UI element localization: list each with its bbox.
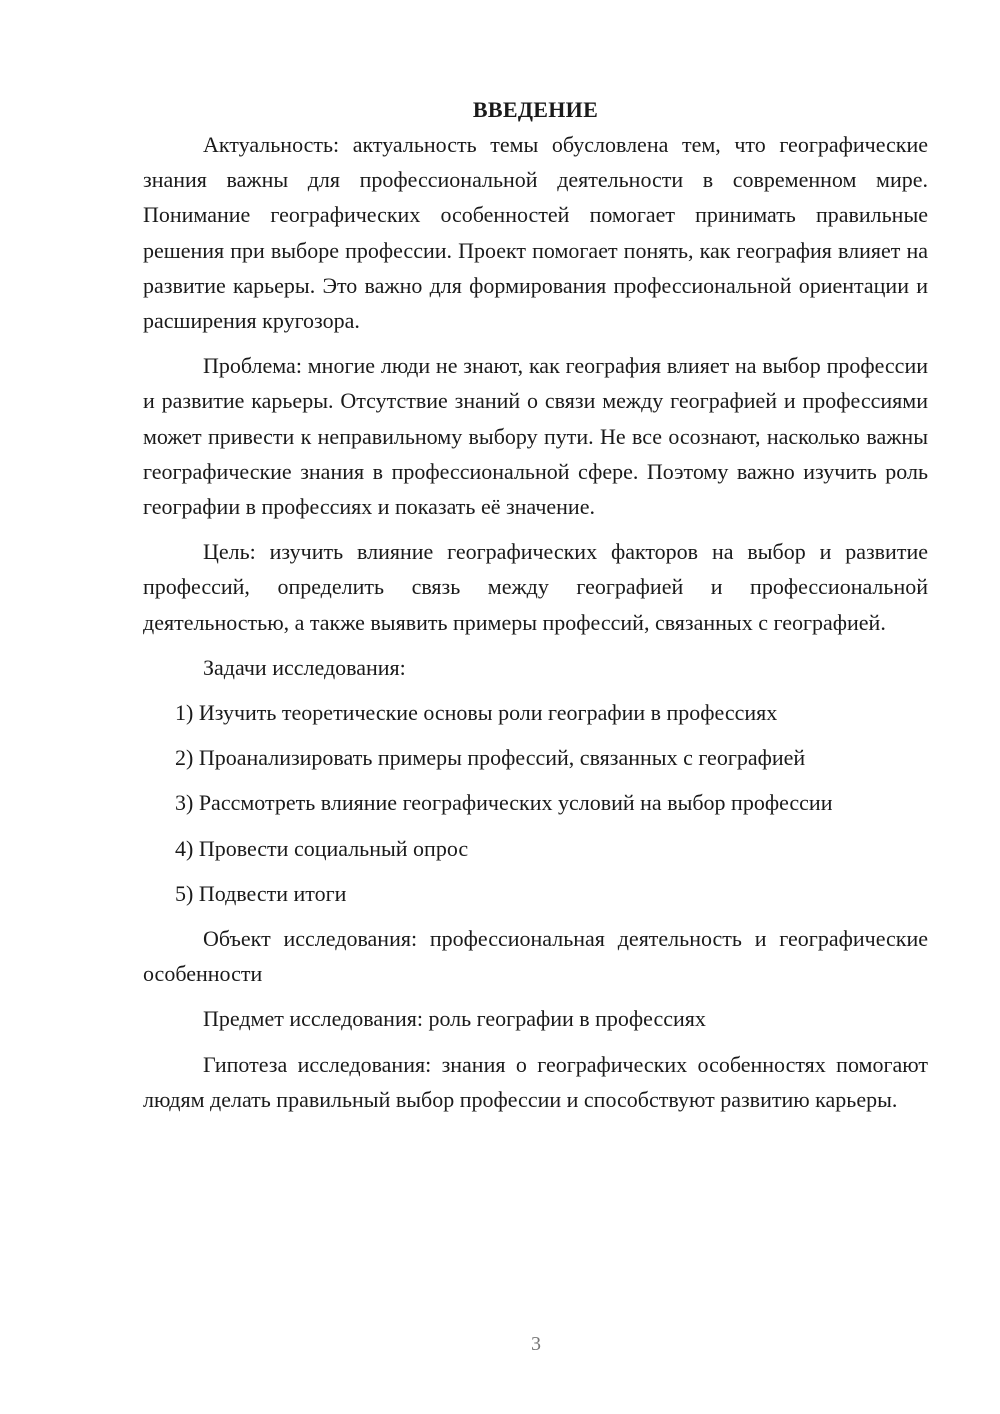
task-item: 3) Рассмотреть влияние географических условий на выбор профессии [175,790,833,816]
problem-paragraph: Проблема: многие люди не знают, как география влияет на выбор профессии и развитие карьеры. Отсутствие знаний о связи между географией и профессиями может привести к неправильному выбору пути. Не все осознают, насколько важны географические знания в профессиональной сфере. Поэтому важно изучить роль географии в профессиях и показать её значение. [143,353,928,520]
page-title: ВВЕДЕНИЕ [472,97,599,122]
task-item: 5) Подвести итоги [175,880,347,906]
task-list [143,695,928,911]
object-paragraph: Объект исследования: профессиональная деятельность и географические особенности [143,926,928,987]
task-item: 2) Проанализировать примеры профессий, связанных с географией [175,745,806,771]
relevance-paragraph: Актуальность: актуальность темы обусловлена тем, что географические знания важны для профессиональной деятельности в современном мире. Понимание географических особенностей помогает принимать правильные решения при выборе профессии. Проект помогает понять, как география влияет на развитие карьеры. Это важно для формирования профессиональной ориентации и расширения кругозора. [143,132,928,334]
task-item: 1) Изучить теоретические основы роли географии в профессиях [175,700,778,726]
task-item: 4) Провести социальный опрос [175,835,469,861]
subject-paragraph: Предмет исследования: роль географии в профессиях [203,1006,706,1032]
document-page [143,92,928,1117]
tasks-heading: Задачи исследования: [203,654,406,680]
page-number: 3 [531,1333,541,1355]
hypothesis-paragraph: Гипотеза исследования: знания о географических особенностях помогают людям делать правильный выбор профессии и способствуют развитию карьеры. [143,1051,928,1112]
goal-paragraph: Цель: изучить влияние географических факторов на выбор и развитие профессий, определить связь между географией и профессиональной деятельностью, а также выявить примеры профессий, связанных с географией. [143,539,928,635]
